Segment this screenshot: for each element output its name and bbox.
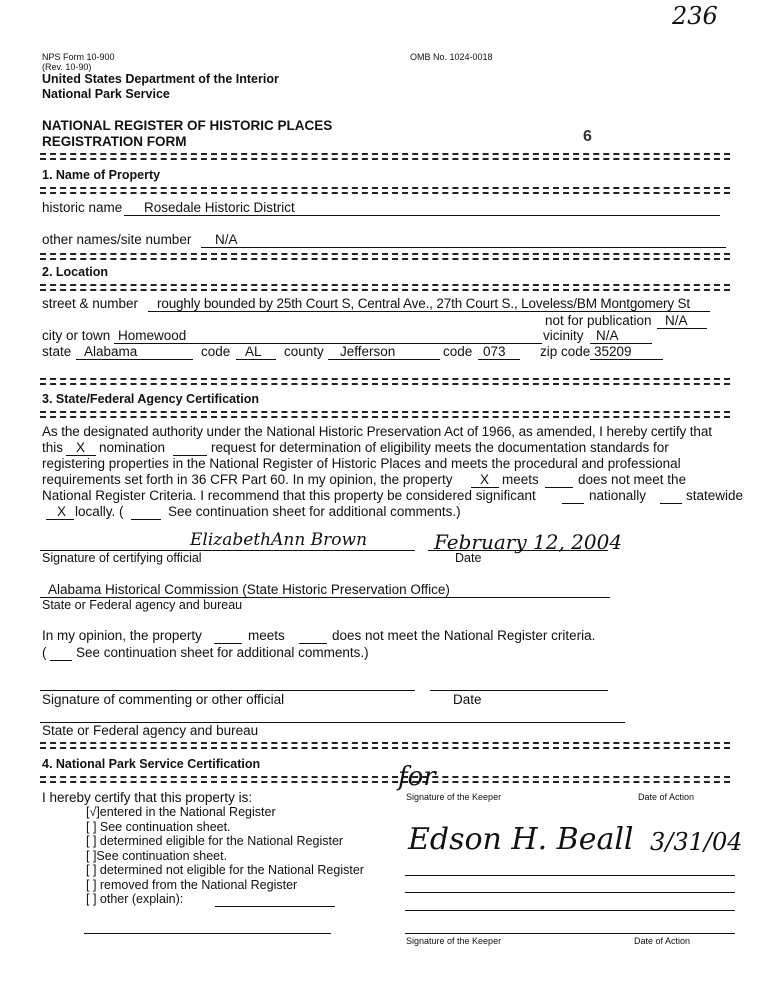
form-title-1: NATIONAL REGISTER OF HISTORIC PLACES (42, 118, 333, 133)
status-see-continuation-2: [ ]See continuation sheet. (86, 849, 228, 863)
opinion-continuation: See continuation sheet for additional comments.) (76, 645, 369, 660)
agency-value: Alabama Historical Commission (State Historic Preservation Office) (48, 582, 450, 597)
field-line (84, 933, 331, 934)
field-line (201, 247, 726, 248)
action-label-bottom: Date of Action (634, 936, 691, 946)
field-line (660, 503, 682, 504)
other-names-label: other names/site number (42, 232, 192, 247)
field-line (215, 906, 335, 907)
field-line (299, 643, 327, 644)
service: National Park Service (42, 87, 170, 101)
field-line (236, 359, 276, 360)
opinion-does-not-meet: does not meet the National Register criteria. (332, 628, 596, 643)
statewide-label: statewide (686, 488, 744, 503)
divider (40, 284, 730, 291)
street-label: street & number (42, 296, 139, 311)
agency2-label: State or Federal agency and bureau (42, 723, 259, 738)
status-determined-eligible: [ ] determined eligible for the National Register (86, 834, 344, 848)
page-number: 236 (672, 2, 718, 30)
opinion-meets: meets (248, 628, 285, 643)
divider (40, 378, 730, 385)
field-line (590, 359, 663, 360)
certifying-signature: ElizabethAnn Brown (190, 530, 368, 550)
city-label: city or town (42, 328, 111, 343)
meets-mark: X (480, 472, 490, 487)
field-line (405, 910, 735, 911)
certifying-date: February 12, 2004 (434, 530, 623, 554)
vicinity-label: vicinity (543, 328, 584, 343)
county-value: Jefferson (340, 344, 396, 359)
continuation-note: See continuation sheet for additional comments.) (168, 504, 461, 519)
action-date: 3/31/04 (650, 828, 743, 856)
not-for-publication-value: N/A (665, 313, 688, 328)
field-line (114, 343, 542, 344)
cert-this: this (42, 440, 64, 455)
locally-mark: X (57, 504, 67, 519)
certifying-date-label: Date (455, 551, 482, 565)
field-line (657, 328, 707, 329)
form-title-2: REGISTRATION FORM (42, 134, 187, 149)
divider (40, 776, 730, 783)
divider (40, 253, 730, 260)
nomination-label: nomination (99, 440, 166, 455)
field-line (40, 690, 415, 691)
status-other: [ ] other (explain): (86, 892, 184, 906)
county-code-value: 073 (483, 344, 506, 359)
field-line (148, 311, 710, 312)
field-line (328, 359, 440, 360)
vicinity-value: N/A (596, 328, 619, 343)
field-line (76, 359, 193, 360)
meets-label: meets (502, 472, 539, 487)
field-line (405, 875, 735, 876)
field-line (478, 359, 520, 360)
keeper-signature: Edson H. Beall (408, 822, 634, 857)
zip-label: zip code (540, 344, 591, 359)
field-line (46, 519, 74, 520)
keeper-label-top: Signature of the Keeper (406, 792, 502, 802)
opinion-line-1: In my opinion, the property (42, 628, 202, 643)
field-line (405, 892, 735, 893)
cert-line-1: As the designated authority under the National Historic Preservation Act of 1966, as amended, I hereby certify that (42, 424, 712, 439)
historic-name-label: historic name (42, 200, 123, 215)
section-4-heading: 4. National Park Service Certification (42, 757, 261, 771)
divider (40, 187, 730, 194)
department: United States Department of the Interior (42, 72, 279, 86)
nationally-label: nationally (589, 488, 647, 503)
field-line (430, 690, 608, 691)
state-code-label: code (201, 344, 231, 359)
section-2-heading: 2. Location (42, 265, 108, 279)
other-names-value: N/A (215, 232, 238, 247)
divider (40, 153, 730, 160)
status-entered: [√]entered in the National Register (86, 805, 276, 819)
commenting-signature-label: Signature of commenting or other official (42, 692, 285, 707)
certifying-signature-label: Signature of certifying official (42, 551, 202, 565)
county-code-label: code (443, 344, 473, 359)
section-1-heading: 1. Name of Property (42, 168, 161, 182)
field-line (124, 215, 720, 216)
form-revision: (Rev. 10-90) (42, 62, 92, 72)
cert-line-3: registering properties in the National Register of Historic Places and meets the procedural and professional (42, 456, 681, 471)
state-label: state (42, 344, 72, 359)
status-see-continuation: [ ] See continuation sheet. (86, 820, 231, 834)
agency-label: State or Federal agency and bureau (42, 598, 243, 612)
nps-certify-text: I hereby certify that this property is: (42, 790, 253, 805)
divider (40, 411, 730, 418)
historic-name-value: Rosedale Historic District (144, 200, 295, 215)
action-label-top: Date of Action (638, 792, 695, 802)
does-not-meet-label: does not meet the (578, 472, 687, 487)
cert-line-2: request for determination of eligibility meets the documentation standards for (211, 440, 669, 455)
keeper-label-bottom: Signature of the Keeper (406, 936, 502, 946)
for-note: for (398, 762, 436, 792)
field-line (50, 660, 72, 661)
cert-line-4: requirements set forth in 36 CFR Part 60. In my opinion, the property (42, 472, 453, 487)
county-label: county (284, 344, 324, 359)
field-line (131, 519, 161, 520)
stamp-mark: 6 (583, 128, 592, 145)
city-value: Homewood (118, 328, 187, 343)
status-not-eligible: [ ] determined not eligible for the National Register (86, 863, 364, 877)
field-line (405, 933, 735, 934)
status-removed: [ ] removed from the National Register (86, 878, 298, 892)
state-code-value: AL (245, 344, 262, 359)
section-3-heading: 3. State/Federal Agency Certification (42, 392, 259, 406)
cert-line-5: National Register Criteria. I recommend that this property be considered significant (42, 488, 536, 503)
locally-label: locally. ( (75, 504, 124, 519)
divider (40, 742, 730, 749)
field-line (545, 487, 573, 488)
state-value: Alabama (84, 344, 138, 359)
zip-value: 35209 (594, 344, 632, 359)
field-line (562, 503, 584, 504)
omb-number: OMB No. 1024-0018 (410, 52, 493, 62)
field-line (214, 643, 242, 644)
nomination-mark: X (76, 440, 86, 455)
not-for-publication-label: not for publication (545, 313, 652, 328)
commenting-date-label: Date (453, 692, 482, 707)
street-value: roughly bounded by 25th Court S, Central Ave., 27th Court S., Loveless/BM Montgomery St (157, 296, 690, 311)
form-number: NPS Form 10-900 (42, 52, 115, 62)
opinion-paren: ( (42, 645, 47, 660)
